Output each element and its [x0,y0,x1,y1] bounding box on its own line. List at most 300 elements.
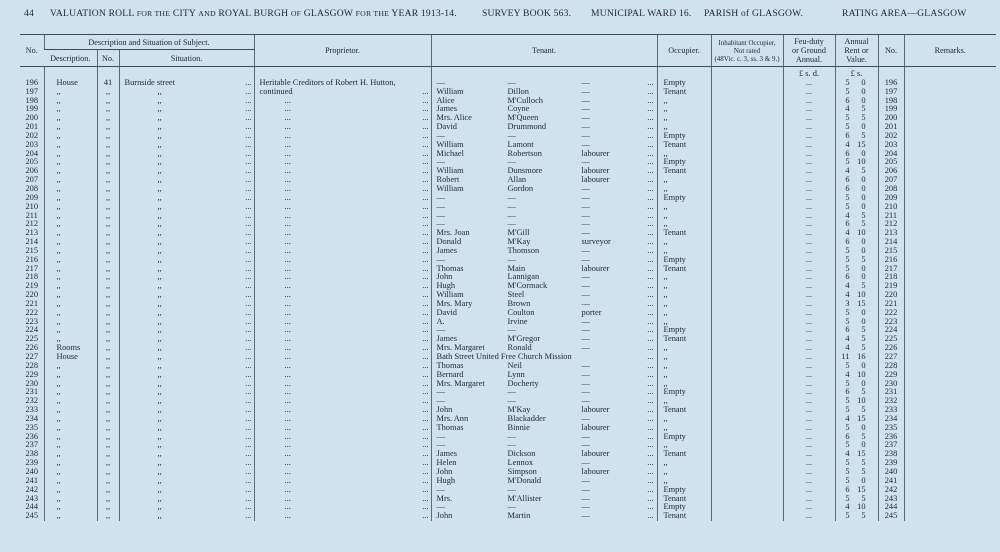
tenant-forename: James [436,105,457,114]
tenant-calling: labourer [581,149,610,158]
rent-pounds: 5 [845,202,850,211]
row-annual-rent [835,406,878,415]
tenant-forename: William [436,291,464,300]
row-proprietor: ... ... [254,194,431,203]
row-subject-no: ,, [97,380,119,389]
row-tenant [431,512,657,521]
table-row [20,300,996,309]
leader-dots: ... [647,299,654,308]
leader-dots: ... [422,467,429,476]
leader-dots: ... [245,503,252,512]
row-number: 214 [25,238,39,247]
row-proprietor: ... ... [254,335,431,344]
row-situation: ,, ... [119,309,254,318]
row-occupier: ,, [657,97,711,106]
leader-dots: ... [647,353,654,361]
row-proprietor: ... ... [254,212,431,221]
row-remarks [904,97,996,106]
row-annual-rent [835,459,878,468]
table-row [20,88,996,97]
leader-dots: ... [647,229,654,238]
leader-dots: ... [245,317,252,326]
tenant-surname: — [507,388,516,397]
row-situation: ,, ... [119,97,254,106]
tenant-calling: — [581,282,590,291]
rent-shillings: 0 [861,476,866,485]
row-remarks [904,450,996,459]
tenant-surname: Thomson [507,246,540,255]
row-description: ,, [44,335,97,344]
leader-dots: ... [422,176,429,185]
rent-pounds: 5 [845,308,850,317]
valuation-table-wrap [20,34,996,546]
row-feu-duty: ... [783,194,835,203]
row-description: ,, [44,158,97,167]
row-tenant [431,132,657,141]
row-annual-rent [835,238,878,247]
row-subject-no: ,, [97,114,119,123]
row-proprietor: ... ... [254,388,431,397]
tenant-calling: — [581,105,590,114]
row-number: 228 [25,361,39,370]
tenant-surname: Docherty [507,379,539,388]
rent-pounds: 3 [845,299,850,308]
table-row [20,132,996,141]
row-number-right: 233 [878,406,904,415]
row-number: 223 [25,317,39,326]
row-subject-no: ,, [97,141,119,150]
leader-dots: ... [422,291,429,300]
row-subject-no: ,, [97,318,119,327]
row-occupier: ,, [657,247,711,256]
row-number-right: 222 [878,309,904,318]
row-occupier: ,, [657,176,711,185]
rent-shillings: 5 [861,282,866,291]
row-annual-rent [835,318,878,327]
rent-pounds: 11 [841,353,850,361]
row-annual-rent [835,468,878,477]
row-tenant [431,459,657,468]
row-situation: ,, ... [119,220,254,229]
row-inhabitant [711,265,783,274]
leader-dots: ... [245,467,252,476]
table-row [20,282,996,291]
leader-dots: ... [245,459,252,468]
row-situation: ,, ... [119,335,254,344]
row-number: 231 [25,388,39,397]
row-feu-duty: ... [783,247,835,256]
leader-dots: ... [245,220,252,229]
row-remarks [904,229,996,238]
row-number: 201 [25,123,39,132]
row-number-right: 228 [878,362,904,371]
row-inhabitant [711,318,783,327]
row-tenant [431,362,657,371]
row-tenant [431,105,657,114]
tenant-calling: — [581,140,590,149]
leader-dots: ... [422,229,429,238]
row-remarks [904,185,996,194]
table-row [20,158,996,167]
tenant-forename: James [436,335,457,344]
leader-dots: ... [422,450,429,459]
leader-dots: ... [245,326,252,335]
leader-dots: ... [245,140,252,149]
row-inhabitant [711,344,783,353]
rent-pounds: 4 [845,282,850,291]
rent-pounds: 5 [845,467,850,476]
row-occupier: ,, [657,123,711,132]
row-proprietor: ... ... [254,282,431,291]
rent-pounds: 5 [845,246,850,255]
row-proprietor: ... ... [254,371,431,380]
row-feu-duty: ... [783,229,835,238]
row-description: ,, [44,229,97,238]
row-situation: ,, ... [119,503,254,512]
row-tenant [431,220,657,229]
row-inhabitant [711,238,783,247]
tenant-calling: labourer [581,467,610,476]
row-description: ,, [44,486,97,495]
row-situation: ,, ... [119,212,254,221]
table-row [20,318,996,327]
row-proprietor: ... ... [254,477,431,486]
tenant-forename: Donald [436,238,462,247]
tenant-surname: Gordon [507,184,534,193]
row-number: 210 [25,202,39,211]
leader-dots: ... [422,503,429,512]
row-description: ,, [44,388,97,397]
row-situation: ,, ... [119,132,254,141]
row-tenant [431,247,657,256]
tenant-surname: Coulton [507,308,535,317]
tenant-forename: — [436,220,445,229]
tenant-surname: Lynn [507,370,525,379]
row-remarks [904,459,996,468]
row-description: ,, [44,450,97,459]
leader-dots: ... [647,167,654,176]
rent-shillings: 15 [857,414,866,423]
tenant-surname: Lamont [507,140,534,149]
row-tenant [431,300,657,309]
row-subject-no: 41 [97,79,119,88]
row-subject-no: ,, [97,512,119,521]
row-situation: ,, ... [119,150,254,159]
row-remarks [904,141,996,150]
tenant-calling: — [581,512,590,521]
row-inhabitant [711,326,783,335]
row-remarks [904,300,996,309]
row-situation: ,, ... [119,247,254,256]
leader-dots: ... [245,344,252,353]
row-feu-duty: ... [783,282,835,291]
tenant-surname: — [507,397,516,406]
leader-dots: ... [647,344,654,353]
row-inhabitant [711,415,783,424]
row-remarks [904,256,996,265]
row-description: ,, [44,97,97,106]
row-proprietor: ... ... [254,424,431,433]
row-proprietor: ... ... [254,433,431,442]
row-remarks [904,468,996,477]
row-description: ,, [44,309,97,318]
tenant-surname: — [507,202,516,211]
row-description: ,, [44,371,97,380]
row-proprietor: ... ... [254,150,431,159]
row-number-right: 239 [878,459,904,468]
row-feu-duty: ... [783,212,835,221]
row-tenant [431,326,657,335]
row-occupier: Empty [657,158,711,167]
tenant-calling: — [581,335,590,344]
table-row [20,150,996,159]
row-feu-duty: ... [783,256,835,265]
rent-shillings: 10 [857,291,866,300]
tenant-calling: — [581,476,590,485]
row-situation: ,, ... [119,114,254,123]
row-subject-no: ,, [97,495,119,504]
tenant-calling: — [581,273,590,282]
rent-shillings: 5 [861,494,866,503]
row-tenant [431,150,657,159]
row-remarks [904,282,996,291]
leader-dots: ... [422,397,429,406]
row-remarks [904,388,996,397]
row-occupier: ,, [657,441,711,450]
leader-dots: ... [422,105,429,114]
row-proprietor: ... ... [254,247,431,256]
tenant-surname: — [507,326,516,335]
tenant-forename: David [436,308,457,317]
row-situation: ,, ... [119,265,254,274]
table-row [20,371,996,380]
row-tenant [431,229,657,238]
rent-pounds: 6 [845,326,850,335]
table-row [20,503,996,512]
leader-dots: ... [422,264,429,273]
rent-shillings: 5 [861,512,866,521]
tenant-calling: porter [581,308,602,317]
row-inhabitant [711,203,783,212]
tenant-forename: Mrs. Mary [436,299,473,308]
leader-dots: ... [245,291,252,300]
row-remarks [904,326,996,335]
tenant-forename: — [436,503,445,512]
rent-shillings: 0 [861,273,866,282]
row-occupier: ,, [657,282,711,291]
leader-dots: ... [245,476,252,485]
row-description: ,, [44,362,97,371]
tenant-forename: — [436,78,445,87]
leader-dots: ... [422,131,429,140]
table-row [20,459,996,468]
rent-pounds: 4 [845,503,850,512]
row-description: ,, [44,291,97,300]
tenant-surname: Brown [507,299,531,308]
table-row [20,194,996,203]
tenant-surname: Irvine [507,317,528,326]
table-row [20,309,996,318]
leader-dots: ... [245,512,252,521]
row-annual-rent [835,256,878,265]
row-inhabitant [711,229,783,238]
row-number: 224 [25,326,39,335]
row-feu-duty: ... [783,344,835,353]
leader-dots: ... [647,202,654,211]
rent-shillings: 0 [861,423,866,432]
header-title: VALUATION ROLL FOR THE CITY AND ROYAL BURGH OF GLASGOW FOR THE YEAR 1913-14. [50,8,457,19]
row-tenant [431,450,657,459]
row-number-right: 221 [878,300,904,309]
tenant-forename: — [436,441,445,450]
row-remarks [904,380,996,389]
row-subject-no: ,, [97,468,119,477]
row-remarks [904,406,996,415]
valuation-table [20,34,996,521]
row-feu-duty: ... [783,503,835,512]
table-row [20,141,996,150]
rent-pounds: 5 [845,379,850,388]
row-annual-rent [835,291,878,300]
tenant-calling: — [581,193,590,202]
tenant-surname: — [507,158,516,167]
rent-shillings: 5 [861,344,866,353]
row-proprietor: ... ... [254,167,431,176]
leader-dots: ... [245,273,252,282]
tenant-surname: M'Culloch [507,96,543,105]
row-number: 226 [25,344,39,353]
tenant-forename: John [436,406,453,415]
row-tenant [431,212,657,221]
table-row [20,238,996,247]
row-number: 225 [25,335,39,344]
rent-shillings: 10 [857,397,866,406]
row-remarks [904,344,996,353]
row-feu-duty: ... [783,477,835,486]
tenant-calling: — [581,485,590,494]
row-annual-rent [835,441,878,450]
row-remarks [904,335,996,344]
row-inhabitant [711,282,783,291]
row-number: 236 [25,432,39,441]
row-feu-duty: ... [783,441,835,450]
row-number: 212 [25,220,39,229]
leader-dots: ... [647,158,654,167]
tenant-forename: — [436,158,445,167]
tenant-calling: labourer [581,450,610,459]
row-number: 241 [25,476,39,485]
row-tenant [431,185,657,194]
tenant-forename: — [436,255,445,264]
row-feu-duty: ... [783,318,835,327]
rent-shillings: 10 [857,503,866,512]
tenant-surname: Dillon [507,87,529,96]
row-remarks [904,203,996,212]
rent-pounds: 5 [845,114,850,123]
row-number: 239 [25,459,39,468]
row-annual-rent [835,503,878,512]
row-inhabitant [711,495,783,504]
row-subject-no: ,, [97,433,119,442]
leader-dots: ... [245,211,252,220]
row-annual-rent [835,97,878,106]
leader-dots: ... [245,450,252,459]
row-feu-duty: ... [783,132,835,141]
tenant-forename: David [436,123,457,132]
row-situation: ,, ... [119,344,254,353]
row-tenant [431,141,657,150]
rent-pounds: 6 [845,220,850,229]
row-description: ,, [44,212,97,221]
row-remarks [904,362,996,371]
tenant-surname: Dunsmore [507,167,543,176]
tenant-surname: Robertson [507,149,542,158]
row-occupier: Tenant [657,495,711,504]
row-subject-no: ,, [97,291,119,300]
tenant-surname: Martin [507,512,531,521]
col-subject-no: No. [97,50,119,67]
tenant-forename: James [436,246,457,255]
leader-dots: ... [647,96,654,105]
tenant-surname: Neil [507,361,522,370]
row-description: ,, [44,495,97,504]
tenant-calling: surveyor [581,238,611,247]
rent-shillings: 0 [861,202,866,211]
row-tenant [431,291,657,300]
row-situation: ,, ... [119,486,254,495]
leader-dots: ... [245,238,252,247]
table-row [20,256,996,265]
tenant-calling: — [581,370,590,379]
tenant-calling: — [581,379,590,388]
tenant-surname: — [507,432,516,441]
tenant-forename: Mrs. Margaret [436,344,485,353]
leader-dots: ... [647,512,654,521]
col-no: No. [20,35,44,67]
row-tenant [431,265,657,274]
valuation-table-body [20,67,996,522]
row-number-right: 245 [878,512,904,521]
row-feu-duty: ... [783,203,835,212]
row-inhabitant [711,512,783,521]
row-feu-duty: ... [783,353,835,362]
row-feu-duty: ... [783,238,835,247]
row-proprietor: ... ... [254,344,431,353]
row-proprietor: ... ... [254,220,431,229]
row-annual-rent [835,158,878,167]
tenant-forename: — [436,432,445,441]
row-remarks [904,512,996,521]
row-tenant [431,123,657,132]
row-inhabitant [711,167,783,176]
leader-dots: ... [422,335,429,344]
row-number-right: 238 [878,450,904,459]
rent-shillings: 5 [861,432,866,441]
row-proprietor: ... ... [254,105,431,114]
row-proprietor: ... ... [254,380,431,389]
row-remarks [904,291,996,300]
row-annual-rent [835,88,878,97]
row-subject-no: ,, [97,477,119,486]
row-proprietor: ... ... [254,265,431,274]
table-row [20,380,996,389]
row-number: 213 [25,229,39,238]
row-occupier: Tenant [657,335,711,344]
row-feu-duty: ... [783,176,835,185]
row-number-right: 225 [878,335,904,344]
leader-dots: ... [422,149,429,158]
row-situation: ,, ... [119,380,254,389]
